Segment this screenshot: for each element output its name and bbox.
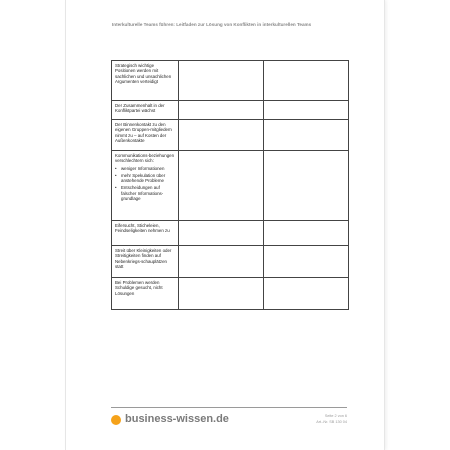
table-cell-empty <box>264 151 349 221</box>
table-cell-label: Der Binnenkontakt zu den eigenen Gruppen-mitgliedern nimmt zu – auf Kosten der Außenkontakte <box>112 120 179 151</box>
bullet-item: • mehr Spekulation über anstehende Probleme <box>115 173 175 184</box>
bullet-item: • weniger Informationen <box>115 166 175 171</box>
table-cell-empty <box>179 120 264 151</box>
table-cell-empty <box>179 278 264 310</box>
table-cell-empty <box>179 246 264 278</box>
footer-page-info <box>316 413 347 425</box>
table-cell-empty <box>264 120 349 151</box>
table-row <box>112 101 349 120</box>
table-cell-empty <box>179 221 264 246</box>
conflict-table <box>111 60 349 310</box>
table-row <box>112 61 349 101</box>
document-header: Interkulturelle Teams führen: Leitfaden zur Lösung von Konflikten in interkulturellen Teams <box>112 22 312 27</box>
table-row <box>112 120 349 151</box>
bullet-list <box>115 166 175 202</box>
footer-divider <box>111 407 347 408</box>
table-cell-empty <box>179 151 264 221</box>
table-cell-label: Der Zusammenhalt in der Konfliktpartei wächst <box>112 101 179 120</box>
table-cell-label: Streit über Kleinigkeiten oder Streitigkeiten finden auf Nebenkriegs-schauplätzen statt <box>112 246 179 278</box>
table-cell-empty <box>264 101 349 120</box>
table-cell-label: Bei Problemen werden Schuldige gesucht, nicht Lösungen <box>112 278 179 310</box>
logo-dot-icon <box>111 415 121 425</box>
table-cell-empty <box>179 61 264 101</box>
document-page <box>66 0 384 450</box>
table-row <box>112 151 349 221</box>
article-number: Art.-Nr. SB 130 04 <box>316 420 347 424</box>
table-cell-label: Strategisch wichtige Positionen werden mit sachlichen und unsachlichen Argumenten verteidigt <box>112 61 179 101</box>
table-cell-empty <box>179 101 264 120</box>
table-cell-empty <box>264 221 349 246</box>
table-cell-label: Eifersucht, Sticheleien, Feindseligkeiten nehmen zu <box>112 221 179 246</box>
table-cell-empty <box>264 278 349 310</box>
table-cell-empty <box>264 61 349 101</box>
table-row <box>112 278 349 310</box>
table-row <box>112 221 349 246</box>
footer-logo: business-wissen.de <box>125 413 229 425</box>
bullet-item: • Entscheidungen auf falscher Informations-grundlage <box>115 185 175 201</box>
table-cell-empty <box>264 246 349 278</box>
table-cell-label <box>112 151 179 221</box>
page-number: Seite 2 von 6 <box>324 414 347 418</box>
table-row <box>112 246 349 278</box>
cell-lead-text: Kommunikations-beziehungen verschlechtern sich: <box>115 153 175 164</box>
